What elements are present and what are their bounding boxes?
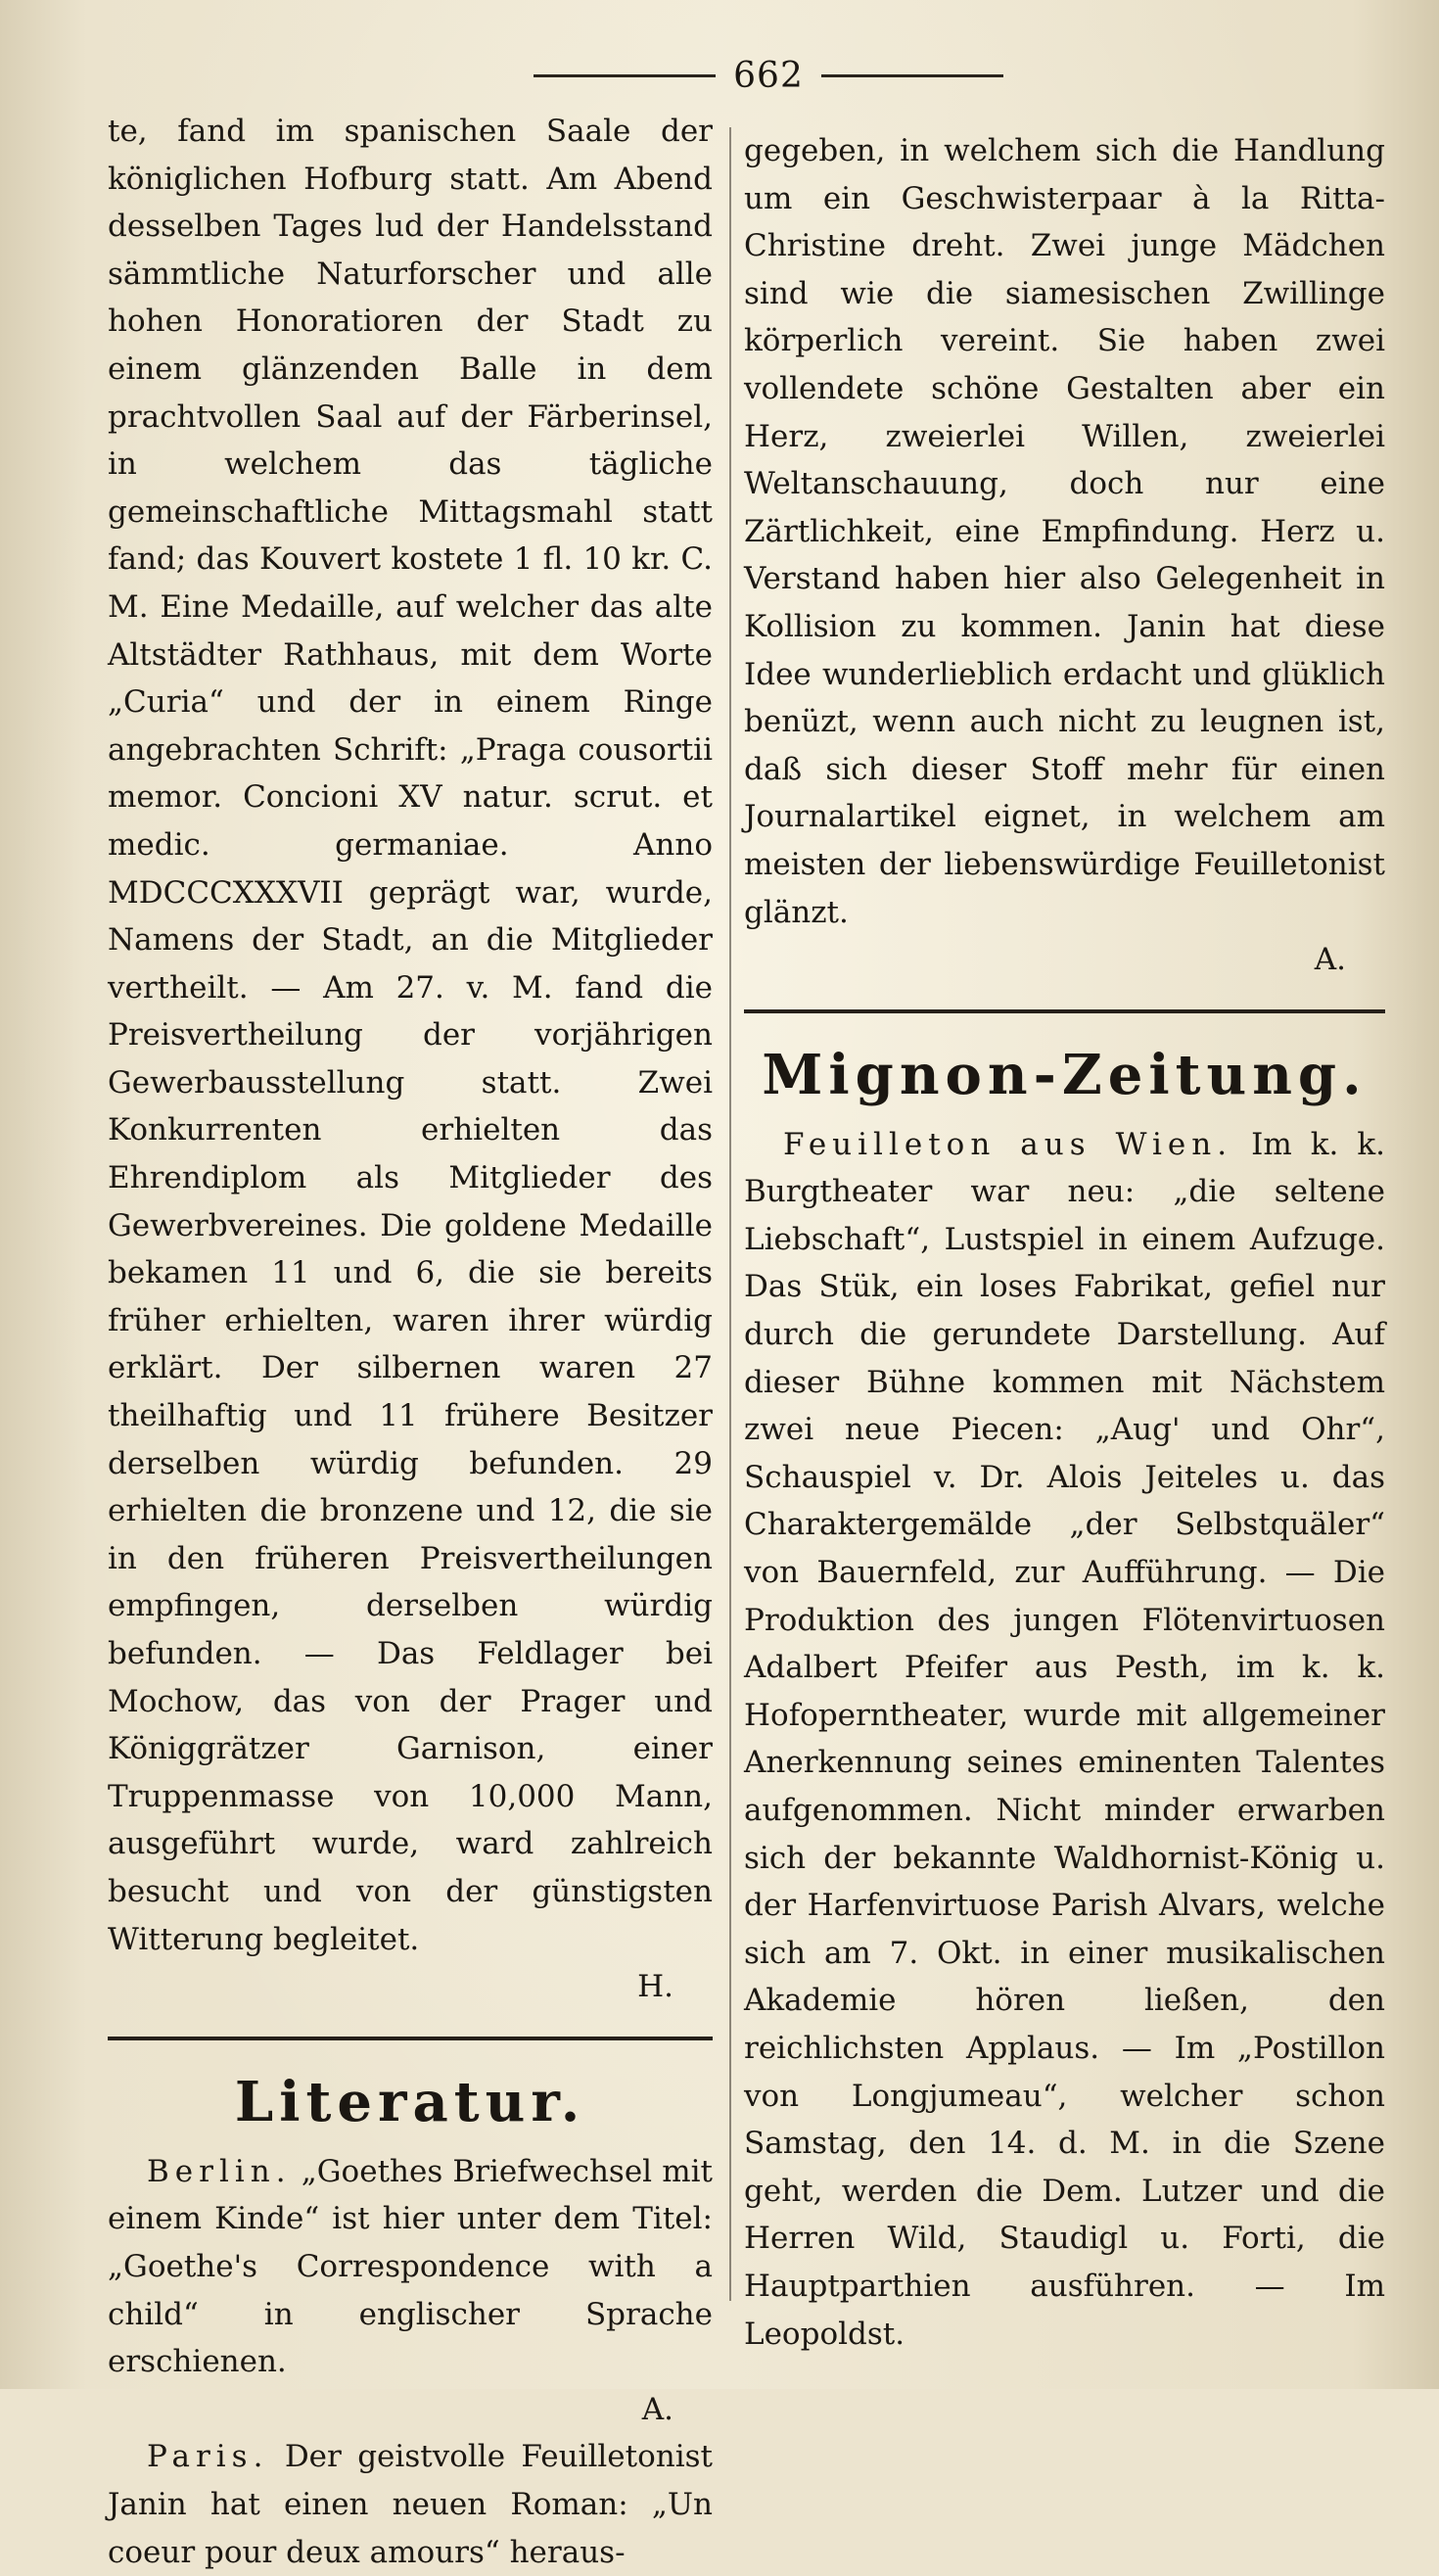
signature-a-berlin: A. <box>641 2391 673 2427</box>
section-title-mignon: Mignon-Zeitung. <box>762 1042 1368 1107</box>
section-divider-right <box>744 1009 1385 1013</box>
article-paris-continued: gegeben, in welchem sich die Handlung um ein Geschwisterpaar à la Ritta-Christine dreht. Zwei junge Mädchen sind wie die siamesischen Zwillinge körperlich vereint. Sie haben zwei vollendete schöne Gestalten aber ein Herz, zweierlei Willen, zweierlei Weltanschauung, doch nur eine Zärtlichkeit, eine Empfindung. Herz u. Verstand haben hier also Gelegenheit in Kollision zu kommen. Janin hat diese Idee wunderlieblich erdacht und glüklich benüzt, wenn auch nicht zu leugnen ist, daß sich dieser Stoff mehr für einen Journalartikel eignet, in welchem am meisten der liebenswürdige Feuilletonist glänzt. <box>744 133 1385 930</box>
article-wien <box>744 1121 1385 2358</box>
header-rule-left <box>534 74 716 77</box>
article-paris-text: Der geistvolle Feuilletonist Janin hat einen neuen Roman: „Un coeur pour deux amours“ heraus- <box>108 2439 713 2570</box>
header-rule-right <box>821 74 1003 77</box>
signature-h: H. <box>637 1969 673 2005</box>
article-wien-text: Im k. k. Burgtheater war neu: „die seltene Liebschaft“, Lustspiel in einem Aufzuge. Das Stük, ein loses Fabrikat, gefiel nur durch die gerundete Darstellung. Auf dieser Bühne kommen mit Nächstem zwei neue Piecen: „Aug' und Ohr“, Schauspiel v. Dr. Alois Jeiteles u. das Charaktergemälde „der Selbstquäler“ von Bauernfeld, zur Aufführung. — Die Produktion des jungen Flötenvirtuosen Adalbert Pfeifer aus Pesth, im k. k. Hofoperntheater, wurde mit allgemeiner Anerkennung seines eminenten Talentes aufgenommen. Nicht minder erwarben sich der bekannte Waldhornist-König u. der Harfenvirtuose Parish Alvars, welche sich am 7. Okt. in einer musikalischen Akademie hören ließen, den reichlichsten Applaus. — Im „Postillon von Longjumeau“, welcher schon Samstag, den 14. d. M. in die Szene geht, werden die Dem. Lutzer und die Herren Wild, Staudigl u. Forti, die Hauptparthien ausführen. — Im Leopoldst. <box>744 1126 1385 2352</box>
column-divider <box>729 127 731 2301</box>
page-number: 662 <box>733 55 804 96</box>
article-prague-continued: te, fand im spanischen Saale der königlichen Hofburg statt. Am Abend desselben Tages lud der Handelsstand sämmtliche Naturforscher und alle hohen Honoratioren der Stadt zu einem glänzenden Balle in dem prachtvollen Saal auf der Färberinsel, in welchem das tägliche gemeinschaftliche Mittagsmahl statt fand; das Kouvert kostete 1 fl. 10 kr. C. M. Eine Medaille, auf welcher das alte Altstädter Rathhaus, mit dem Worte „Curia“ und der in einem Ringe angebrachten Schrift: „Praga cousortii memor. Concioni XV natur. scrut. et medic. germaniae. Anno MDCCCXXXVII geprägt war, wurde, Namens der Stadt, an die Mitglieder vertheilt. — Am 27. v. M. fand die Preisvertheilung der vorjährigen Gewerbausstellung statt. Zwei Konkurrenten erhielten das Ehrendiplom als Mitglieder des Gewerbvereines. Die goldene Medaille bekamen 11 und 6, die sie bereits früher erhielten, waren ihrer würdig erklärt. Der silbernen waren 27 theilhaftig und 11 frühere Besitzer derselben würdig befunden. 29 erhielten die bronzene und 12, die sie in den früheren Preisvertheilungen empfingen, derselben würdig befunden. — Das Feldlager bei Mochow, das von der Prager und Königgrätzer Garnison, einer Truppenmasse von 10,000 Mann, ausgeführt wurde, ward zahlreich besucht und von der günstigsten Witterung begleitet. <box>108 114 713 1957</box>
article-berlin <box>108 2148 713 2386</box>
section-title-literatur: Literatur. <box>234 2069 586 2134</box>
left-column <box>108 108 713 2576</box>
article-berlin-text: „Goethes Briefwechsel mit einem Kinde“ ist hier unter dem Titel: „Goethe's Correspondence with a child“ in englischer Sprache erschienen. <box>108 2153 713 2380</box>
right-column <box>744 127 1385 2358</box>
place-paris: Paris. <box>147 2439 269 2475</box>
signature-a-paris: A. <box>1314 942 1346 978</box>
place-berlin: Berlin. <box>147 2153 292 2189</box>
feuilleton-heading: Feuilleton aus Wien. <box>783 1126 1233 1162</box>
page-header <box>534 51 1003 100</box>
section-divider-left <box>108 2037 713 2040</box>
article-paris <box>108 2433 713 2576</box>
